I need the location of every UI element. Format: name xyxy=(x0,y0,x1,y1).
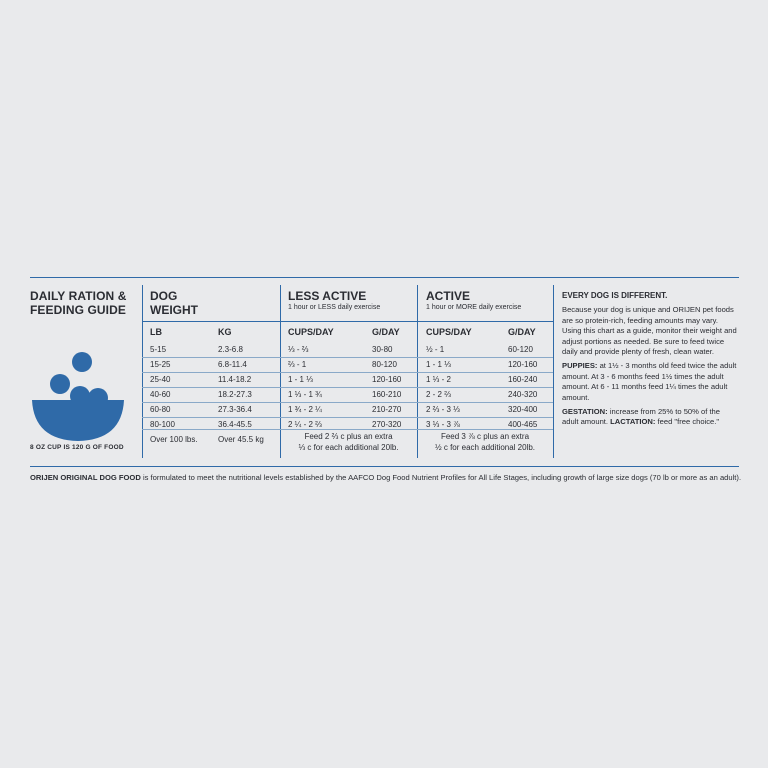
lb-column-header: LB xyxy=(150,327,162,337)
divider-notes xyxy=(553,285,554,458)
active-grams-header: G/DAY xyxy=(508,327,536,337)
table-row: 2 ¼ - 2 ⅔ 270-320 xyxy=(288,420,402,429)
table-row: ⅔ - 1 80-120 xyxy=(288,360,397,369)
active-subheading: 1 hour or MORE daily exercise xyxy=(426,304,522,311)
less-active-extra-note: Feed 2 ⅔ c plus an extra ⅓ c for each additional 20lb. xyxy=(298,432,399,452)
less-active-header-rule xyxy=(280,321,417,322)
table-row: 1 - 1 ⅓ 120-160 xyxy=(288,375,402,384)
table-row: 1 - 1 ⅓ 120-160 xyxy=(426,360,538,369)
table-row: 25-40 11.4-18.2 xyxy=(150,375,252,384)
table-row: 1 ¾ - 2 ¼ 210-270 xyxy=(288,405,402,414)
active-cups-header: CUPS/DAY xyxy=(426,327,472,337)
footer-rule xyxy=(30,466,739,467)
row-separator xyxy=(142,402,553,403)
table-row: Over 100 lbs. Over 45.5 kg xyxy=(150,435,264,444)
top-rule xyxy=(30,277,739,278)
aafco-statement: ORIJEN ORIGINAL DOG FOOD is formulated to meet the nutritional levels established by the AAFCO Dog Food Nutrient Profiles for All Life Stages, including growth of large size dogs (70 lb or more as an adult). xyxy=(30,473,742,482)
notes-heading: EVERY DOG IS DIFFERENT. xyxy=(562,291,668,300)
table-row: 3 ⅓ - 3 ⅞ 400-465 xyxy=(426,420,538,429)
less-active-heading: LESS ACTIVE xyxy=(288,289,367,303)
table-row: 80-100 36.4-45.5 xyxy=(150,420,252,429)
active-header-rule xyxy=(417,321,553,322)
table-row: 2 - 2 ⅔ 240-320 xyxy=(426,390,538,399)
cup-size-caption: 8 OZ CUP IS 120 G OF FOOD xyxy=(30,444,124,451)
active-extra-note: Feed 3 ⅞ c plus an extra ½ c for each additional 20lb. xyxy=(434,432,536,452)
dog-bowl-with-kibble-icon xyxy=(32,352,124,442)
table-row: ½ - 1 60-120 xyxy=(426,345,533,354)
active-heading: ACTIVE xyxy=(426,289,471,303)
kg-column-header: KG xyxy=(218,327,232,337)
row-separator xyxy=(142,429,553,430)
feeding-notes xyxy=(562,291,737,432)
guide-title: DAILY RATION & FEEDING GUIDE xyxy=(30,289,127,317)
table-row: 15-25 6.8-11.4 xyxy=(150,360,247,369)
row-separator xyxy=(142,357,553,358)
table-row: 5-15 2.3-6.8 xyxy=(150,345,243,354)
puppies-note: PUPPIES: at 1½ - 3 months old feed twice the adult amount. At 3 - 6 months feed 1½ times the adult amount. At 6 - 11 months feed 1¼ times the adult amount. xyxy=(562,361,737,402)
notes-body: Because your dog is unique and ORIJEN pet foods are so protein-rich, feeding amounts may vary. Using this chart as a guide, monitor their weight and adjust portions as needed. Be sure to feed twice daily and provide plenty of fresh, clean water. xyxy=(562,305,737,357)
less-active-cups-header: CUPS/DAY xyxy=(288,327,334,337)
table-row: 2 ⅔ - 3 ⅓ 320-400 xyxy=(426,405,538,414)
gestation-lactation-note: GESTATION: increase from 25% to 50% of the adult amount. LACTATION: feed "free choice." xyxy=(562,407,720,427)
table-row: 40-60 18.2-27.3 xyxy=(150,390,252,399)
table-row: ⅓ - ⅔ 30-80 xyxy=(288,345,393,354)
row-separator xyxy=(142,417,553,418)
table-row: 1 ⅓ - 2 160-240 xyxy=(426,375,538,384)
feeding-guide-panel xyxy=(30,277,742,517)
weight-heading: DOG WEIGHT xyxy=(150,289,198,317)
row-separator xyxy=(142,387,553,388)
row-separator xyxy=(142,372,553,373)
weight-header-rule xyxy=(142,321,280,322)
table-row: 1 ⅓ - 1 ¾ 160-210 xyxy=(288,390,402,399)
table-row: 60-80 27.3-36.4 xyxy=(150,405,252,414)
less-active-subheading: 1 hour or LESS daily exercise xyxy=(288,304,381,311)
less-active-grams-header: G/DAY xyxy=(372,327,400,337)
